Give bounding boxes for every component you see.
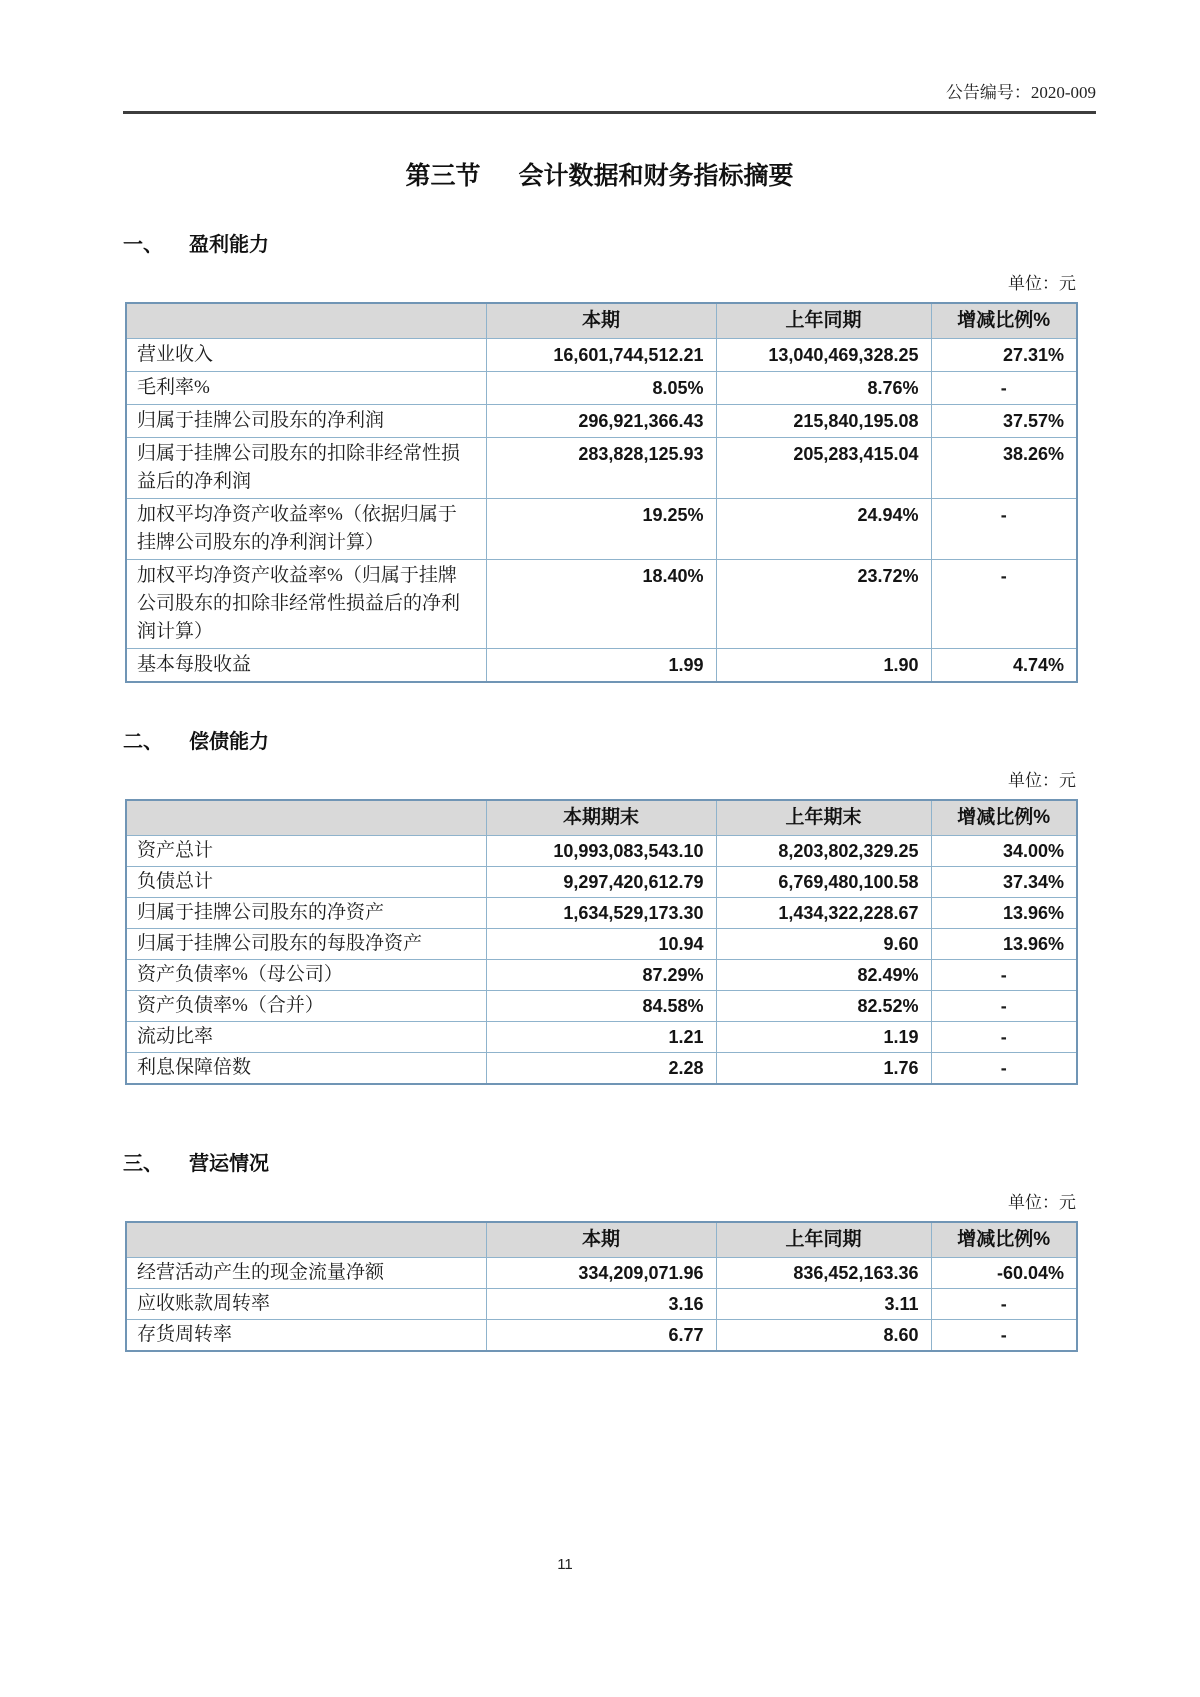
prior-value: 215,840,195.08: [716, 405, 931, 438]
row-label: 资产总计: [126, 836, 486, 867]
current-value: 3.16: [486, 1289, 716, 1320]
current-value: 8.05%: [486, 372, 716, 405]
page-number: 11: [557, 1556, 573, 1573]
row-label: 存货周转率: [126, 1320, 486, 1352]
table-row: [126, 960, 1077, 991]
row-label: 加权平均净资产收益率%（归属于挂牌公司股东的扣除非经常性损益后的净利润计算）: [126, 560, 486, 649]
row-label: 资产负债率%（合并）: [126, 991, 486, 1022]
section-heading-operations: [123, 1147, 1200, 1176]
row-label: 归属于挂牌公司股东的每股净资产: [126, 929, 486, 960]
change-value: -: [931, 372, 1077, 405]
change-value: 4.74%: [931, 649, 1077, 683]
table-row: [126, 438, 1077, 499]
prior-value: 836,452,163.36: [716, 1258, 931, 1289]
table-row: [126, 405, 1077, 438]
table-row: [126, 836, 1077, 867]
row-label: 流动比率: [126, 1022, 486, 1053]
column-header-blank: [126, 303, 486, 339]
current-value: 10,993,083,543.10: [486, 836, 716, 867]
prior-value: 82.52%: [716, 991, 931, 1022]
prior-value: 1.76: [716, 1053, 931, 1085]
change-value: -: [931, 1320, 1077, 1352]
change-value: 13.96%: [931, 898, 1077, 929]
column-header-change: 增减比例%: [931, 800, 1077, 836]
row-label: 加权平均净资产收益率%（依据归属于挂牌公司股东的净利润计算）: [126, 499, 486, 560]
prior-value: 3.11: [716, 1289, 931, 1320]
current-value: 334,209,071.96: [486, 1258, 716, 1289]
prior-value: 9.60: [716, 929, 931, 960]
profitability-table: [125, 302, 1078, 683]
change-value: 13.96%: [931, 929, 1077, 960]
change-value: -: [931, 1289, 1077, 1320]
change-value: -: [931, 499, 1077, 560]
current-value: 18.40%: [486, 560, 716, 649]
prior-value: 1.19: [716, 1022, 931, 1053]
table-row: [126, 649, 1077, 683]
section-title: 盈利能力: [189, 234, 269, 256]
table-row: [126, 339, 1077, 372]
change-value: 34.00%: [931, 836, 1077, 867]
section-heading-solvency: [123, 725, 1200, 754]
row-label: 负债总计: [126, 867, 486, 898]
column-header-current: 本期: [486, 303, 716, 339]
change-value: -: [931, 991, 1077, 1022]
current-value: 1.21: [486, 1022, 716, 1053]
current-value: 10.94: [486, 929, 716, 960]
row-label: 资产负债率%（母公司）: [126, 960, 486, 991]
prior-value: 8,203,802,329.25: [716, 836, 931, 867]
prior-value: 1.90: [716, 649, 931, 683]
page-title: [123, 156, 1076, 192]
table-row: [126, 1053, 1077, 1085]
current-value: 1,634,529,173.30: [486, 898, 716, 929]
column-header-prior: 上年期末: [716, 800, 931, 836]
unit-label: 单位：元: [1008, 771, 1076, 790]
table-row: [126, 867, 1077, 898]
section-heading-profitability: [123, 228, 1200, 257]
change-value: 38.26%: [931, 438, 1077, 499]
row-label: 利息保障倍数: [126, 1053, 486, 1085]
row-label: 归属于挂牌公司股东的净资产: [126, 898, 486, 929]
change-value: 27.31%: [931, 339, 1077, 372]
table-row: [126, 898, 1077, 929]
change-value: -60.04%: [931, 1258, 1077, 1289]
column-header-prior: 上年同期: [716, 303, 931, 339]
current-value: 296,921,366.43: [486, 405, 716, 438]
change-value: 37.57%: [931, 405, 1077, 438]
prior-value: 205,283,415.04: [716, 438, 931, 499]
change-value: -: [931, 960, 1077, 991]
current-value: 16,601,744,512.21: [486, 339, 716, 372]
current-value: 2.28: [486, 1053, 716, 1085]
current-value: 1.99: [486, 649, 716, 683]
solvency-table: [125, 799, 1078, 1085]
table-header-row: [126, 800, 1077, 836]
operations-table: [125, 1221, 1078, 1352]
change-value: -: [931, 1022, 1077, 1053]
column-header-prior: 上年同期: [716, 1222, 931, 1258]
prior-value: 8.76%: [716, 372, 931, 405]
row-label: 营业收入: [126, 339, 486, 372]
table-row: [126, 1022, 1077, 1053]
table-row: [126, 991, 1077, 1022]
section-number: 一、: [123, 234, 163, 256]
unit-label: 单位：元: [1008, 1193, 1076, 1212]
row-label: 经营活动产生的现金流量净额: [126, 1258, 486, 1289]
page-title-section: 第三节: [405, 162, 481, 190]
prior-value: 1,434,322,228.67: [716, 898, 931, 929]
current-value: 9,297,420,612.79: [486, 867, 716, 898]
prior-value: 82.49%: [716, 960, 931, 991]
header-rule: [123, 111, 1096, 114]
row-label: 毛利率%: [126, 372, 486, 405]
section-title: 营运情况: [189, 1153, 269, 1175]
change-value: -: [931, 560, 1077, 649]
table-row: [126, 560, 1077, 649]
table-row: [126, 929, 1077, 960]
table-row: [126, 499, 1077, 560]
row-label: 基本每股收益: [126, 649, 486, 683]
current-value: 84.58%: [486, 991, 716, 1022]
current-value: 6.77: [486, 1320, 716, 1352]
section-number: 三、: [123, 1153, 163, 1175]
change-value: 37.34%: [931, 867, 1077, 898]
column-header-blank: [126, 800, 486, 836]
column-header-change: 增减比例%: [931, 1222, 1077, 1258]
page-title-text: 会计数据和财务指标摘要: [518, 162, 794, 190]
announcement-number: 公告编号：2020-009: [945, 83, 1096, 102]
table-header-row: [126, 1222, 1077, 1258]
prior-value: 24.94%: [716, 499, 931, 560]
row-label: 归属于挂牌公司股东的净利润: [126, 405, 486, 438]
row-label: 应收账款周转率: [126, 1289, 486, 1320]
column-header-blank: [126, 1222, 486, 1258]
table-row: [126, 1289, 1077, 1320]
table-row: [126, 1258, 1077, 1289]
table-row: [126, 372, 1077, 405]
table-row: [126, 1320, 1077, 1352]
prior-value: 23.72%: [716, 560, 931, 649]
column-header-current: 本期期末: [486, 800, 716, 836]
section-number: 二、: [123, 731, 163, 753]
prior-value: 13,040,469,328.25: [716, 339, 931, 372]
current-value: 283,828,125.93: [486, 438, 716, 499]
unit-label: 单位：元: [1008, 274, 1076, 293]
row-label: 归属于挂牌公司股东的扣除非经常性损益后的净利润: [126, 438, 486, 499]
section-title: 偿债能力: [189, 731, 269, 753]
current-value: 19.25%: [486, 499, 716, 560]
change-value: -: [931, 1053, 1077, 1085]
column-header-current: 本期: [486, 1222, 716, 1258]
column-header-change: 增减比例%: [931, 303, 1077, 339]
prior-value: 8.60: [716, 1320, 931, 1352]
current-value: 87.29%: [486, 960, 716, 991]
table-header-row: [126, 303, 1077, 339]
prior-value: 6,769,480,100.58: [716, 867, 931, 898]
